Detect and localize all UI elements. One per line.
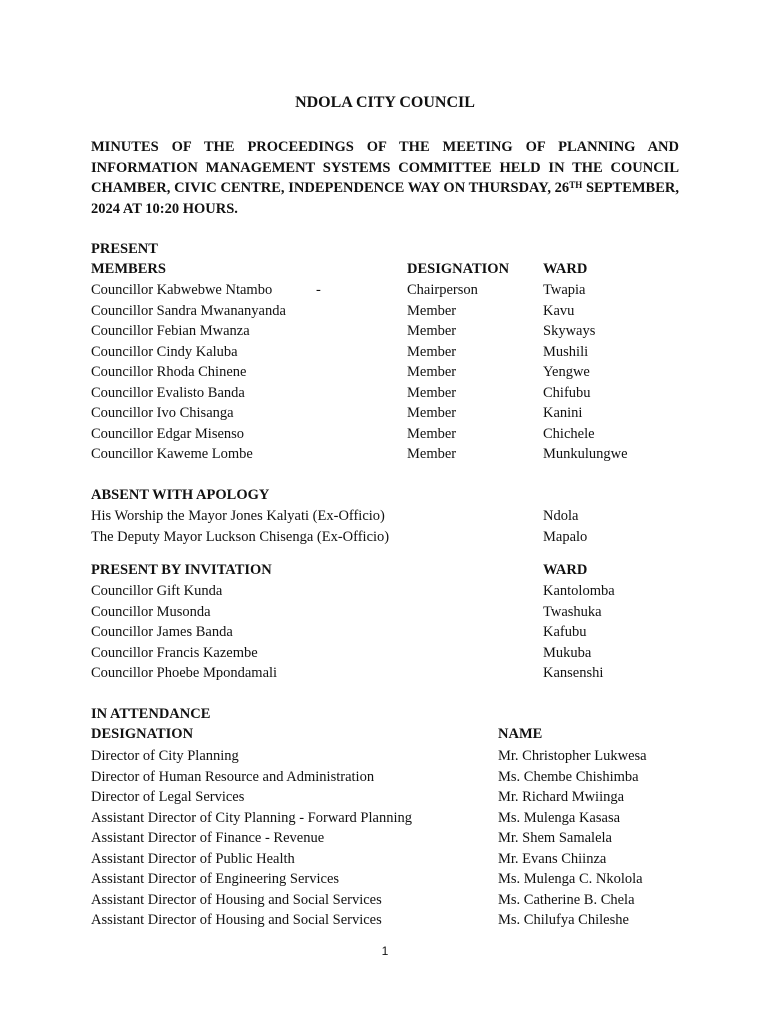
member-name: Councillor Cindy Kaluba [91,343,238,360]
attendee-name: Mr. Shem Samalela [498,830,612,846]
absent-ward: Ndola [543,508,579,524]
heading-main: MINUTES OF THE PROCEEDINGS OF THE MEETING OF PLANNING AND INFORMATION MANAGEMENT SYSTEMS COMMITTEE HELD IN THE COUNCIL CHAMBER, CIVIC CENTRE, INDEPENDENCE WAY ON THURSDAY, 26 [91,139,679,196]
absent-ward: Mapalo [543,529,588,545]
heading-tail: SEPTEMBER, 2024 AT 10:20 HOURS. [91,180,679,217]
attendee-row [0,789,770,809]
invitation-ward-header: WARD [543,562,588,578]
member-row [0,344,770,364]
member-row [0,323,770,343]
member-name: Councillor Ivo Chisanga [91,405,234,421]
invitee-ward: Kafubu [543,624,587,640]
attendee-name: Ms. Mulenga Kasasa [498,809,621,826]
attendee-name: Mr. Richard Mwiinga [498,789,625,805]
attendee-row [0,892,770,912]
attendance-name-header: NAME [498,726,543,742]
invitee-row [0,665,770,685]
member-row [0,426,770,446]
absent-row [0,508,770,528]
member-ward: Mushili [543,343,589,360]
invitee-ward: Kantolomba [543,583,615,599]
member-name: Councillor Kaweme Lombe [91,446,253,462]
attendee-row [0,830,770,850]
member-designation: Chairperson [407,282,478,298]
member-designation: Member [407,446,457,462]
invitee-row [0,645,770,665]
attendee-designation: Assistant Director of Housing and Social Services [91,891,382,908]
invitee-name: Councillor Francis Kazembe [91,644,258,661]
page-number: 1 [381,944,389,958]
invitee-name: Councillor Gift Kunda [91,583,223,599]
attendee-designation: Director of City Planning [91,748,239,764]
member-row [0,303,770,323]
attendee-designation: Assistant Director of Housing and Social Services [91,912,382,928]
attendee-designation: Assistant Director of Public Health [91,850,295,867]
attendee-row [0,810,770,830]
invitee-row [0,604,770,624]
attendee-designation: Director of Legal Services [91,789,245,805]
attendance-designation-header: DESIGNATION [91,726,194,742]
present-label: PRESENT [91,241,158,257]
member-designation: Member [407,343,457,360]
attendee-name: Ms. Chembe Chishimba [498,768,639,785]
attendee-designation: Assistant Director of City Planning - Forward Planning [91,809,412,826]
member-ward: Skyways [543,323,596,339]
member-row [0,446,770,466]
member-ward: Twapia [543,282,586,298]
member-designation: Member [407,405,457,421]
absent-label: ABSENT WITH APOLOGY [91,487,270,503]
absent-name: His Worship the Mayor Jones Kalyati (Ex-Officio) [91,508,385,524]
attendee-name: Ms. Chilufya Chileshe [498,912,629,928]
attendee-row [0,912,770,932]
member-row [0,364,770,384]
member-ward: Chifubu [543,384,591,401]
member-name: Councillor Edgar Misenso [91,425,245,442]
attendee-designation: Director of Human Resource and Administration [91,768,375,785]
members-column-header: MEMBERS [91,261,166,277]
member-row [0,282,770,302]
attendee-name: Ms. Mulenga C. Nkolola [498,871,643,887]
absent-name: The Deputy Mayor Luckson Chisenga (Ex-Officio) [91,529,390,545]
invitee-ward: Mukuba [543,644,592,661]
invitee-ward: Twashuka [543,603,602,620]
invitee-row [0,583,770,603]
attendee-row [0,851,770,871]
attendee-name: Mr. Christopher Lukwesa [498,748,647,764]
dash-mark: - [316,282,321,298]
member-name: Councillor Febian Mwanza [91,323,250,339]
ward-column-header: WARD [543,261,588,277]
member-ward: Chichele [543,425,595,442]
attendee-designation: Assistant Director of Engineering Services [91,871,340,887]
member-name: Councillor Sandra Mwananyanda [91,302,286,319]
absent-row [0,529,770,549]
member-name: Councillor Evalisto Banda [91,384,245,401]
member-ward: Kanini [543,405,583,421]
attendee-row [0,871,770,891]
invitee-ward: Kansenshi [543,665,604,681]
member-designation: Member [407,302,457,319]
member-designation: Member [407,323,457,339]
member-designation: Member [407,364,457,380]
invitee-name: Councillor James Banda [91,624,233,640]
member-designation: Member [407,425,457,442]
document-title: NDOLA CITY COUNCIL [295,94,475,111]
member-ward: Munkulungwe [543,446,628,462]
member-designation: Member [407,384,457,401]
member-row [0,385,770,405]
designation-column-header: DESIGNATION [407,261,510,277]
attendance-label: IN ATTENDANCE [91,706,211,722]
member-ward: Yengwe [543,364,590,380]
invitation-label: PRESENT BY INVITATION [91,562,272,578]
member-name: Councillor Rhoda Chinene [91,364,247,380]
heading-superscript: TH [569,180,583,190]
attendee-row [0,748,770,768]
member-ward: Kavu [543,302,575,319]
invitee-name: Councillor Phoebe Mpondamali [91,665,278,681]
invitee-name: Councillor Musonda [91,603,211,620]
attendee-designation: Assistant Director of Finance - Revenue [91,830,325,846]
invitee-row [0,624,770,644]
minutes-heading [91,137,679,219]
attendee-name: Ms. Catherine B. Chela [498,891,635,908]
member-row [0,405,770,425]
attendee-name: Mr. Evans Chiinza [498,850,607,867]
attendee-row [0,769,770,789]
member-name: Councillor Kabwebwe Ntambo [91,282,273,298]
